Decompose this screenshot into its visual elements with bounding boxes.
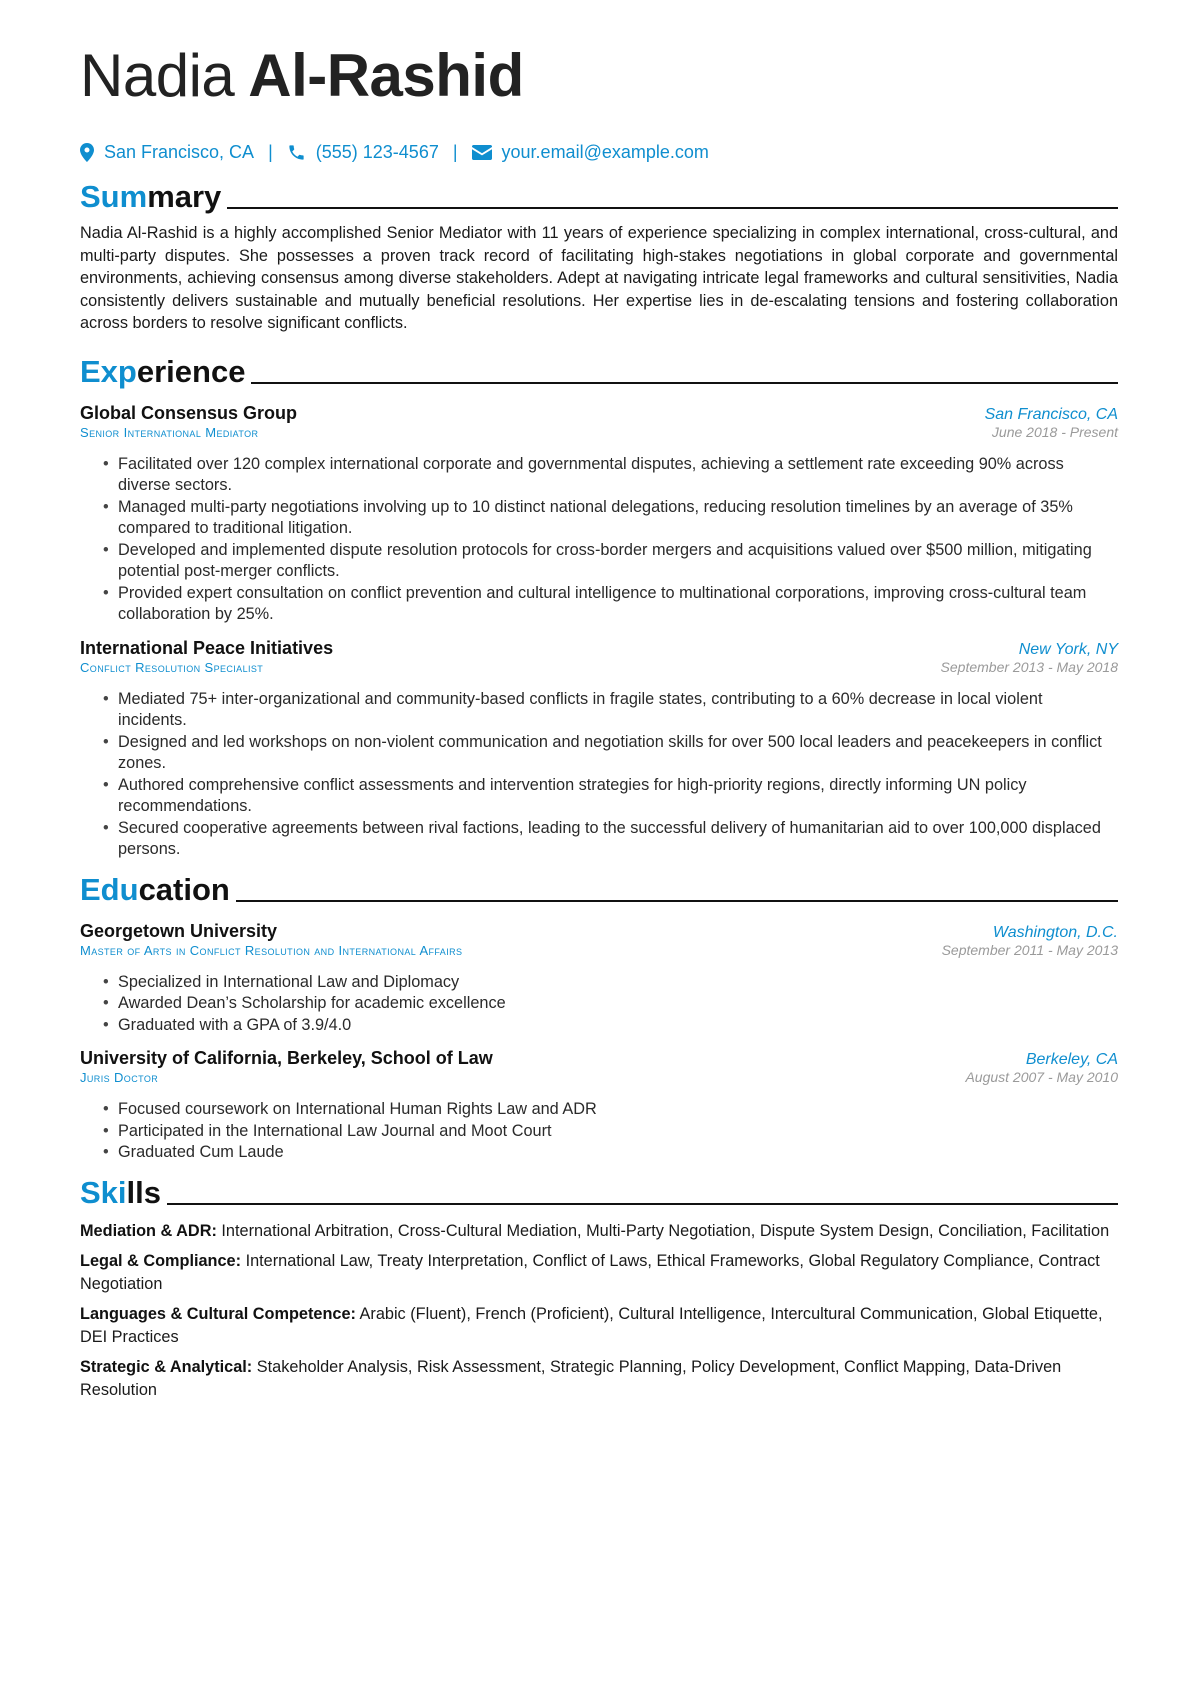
list-item: • Designed and led workshops on non-violent communication and negotiation skills for over 500 local leaders and peacekeepers in conflict zones. — [118, 732, 1118, 775]
degree: Juris Doctor — [80, 1070, 159, 1085]
contact-separator: | — [452, 141, 458, 162]
skill-values: International Law, Treaty Interpretation, Conflict of Laws, Ethical Frameworks, Global Regulatory Compliance, Contract Negotiation — [80, 1252, 1100, 1293]
school-name: University of California, Berkeley, School of Law — [80, 1048, 493, 1068]
education-detail-list — [80, 1099, 1118, 1164]
list-item: • Facilitated over 120 complex international corporate and governmental disputes, achieving a settlement rate exceeding 90% across diverse sectors. — [118, 454, 1118, 497]
skill-group — [80, 1303, 1118, 1348]
email-text: your.email@example.com — [501, 141, 709, 162]
list-item: • Graduated with a GPA of 3.9/4.0 — [118, 1015, 1118, 1037]
school-location: Berkeley, CA — [1025, 1051, 1118, 1068]
contact-location — [80, 142, 254, 163]
job-title: Senior International Mediator — [80, 424, 259, 440]
section-title: Education — [80, 871, 230, 907]
education-entry — [80, 921, 1118, 1037]
list-item: • Provided expert consultation on conflict prevention and cultural intelligence to multinational corporations, improving cross-cultural team collaboration by 25%. — [118, 583, 1118, 626]
list-item: • Mediated 75+ inter-organizational and community-based conflicts in fragile states, contributing to a 60% decrease in local violent incidents. — [118, 689, 1118, 732]
list-item: • Secured cooperative agreements between rival factions, leading to the successful delivery of humanitarian aid to over 100,000 displaced persons. — [118, 818, 1118, 861]
degree: Master of Arts in Conflict Resolution and International Affairs — [80, 942, 463, 958]
study-dates: August 2007 - May 2010 — [965, 1069, 1118, 1085]
last-name: Al-Rashid — [248, 42, 524, 109]
list-item: • Focused coursework on International Human Rights Law and ADR — [118, 1099, 1118, 1121]
summary-text: Nadia Al-Rashid is a highly accomplished Senior Mediator with 11 years of experience specializing in complex international, cross-cultural, and multi-party disputes. She possesses a proven track record of facilitating high-stakes negotiations in global corporate and governmental environments, achieving consensus among diverse stakeholders. Adept at navigating intricate legal frameworks and cultural sensitivities, Nadia consistently delivers sustainable and mutually beneficial resolutions. Her expertise lies in de-escalating tensions and fostering collaboration across borders to resolve significant conflicts. — [80, 224, 1118, 332]
contact-bar — [80, 140, 1118, 164]
section-rule — [236, 900, 1118, 902]
list-item: • Managed multi-party negotiations involving up to 10 distinct national delegations, reducing resolution timelines by an average of 35% compared to traditional litigation. — [118, 497, 1118, 540]
skill-values: International Arbitration, Cross-Cultural Mediation, Multi-Party Negotiation, Dispute System Design, Conciliation, Facilitation — [221, 1221, 1110, 1240]
skill-label: Strategic & Analytical: — [80, 1358, 253, 1376]
candidate-name — [80, 40, 1118, 112]
summary-heading — [80, 178, 1118, 216]
phone-text: (555) 123-4567 — [315, 141, 439, 162]
skill-label: Mediation & ADR: — [80, 1221, 217, 1240]
experience-entry — [80, 638, 1118, 861]
skill-values: Stakeholder Analysis, Risk Assessment, Strategic Planning, Policy Development, Conflict Mapping, Data-Driven Resolution — [80, 1358, 1062, 1399]
section-title: Skills — [80, 1174, 161, 1210]
achievement-list — [80, 454, 1118, 626]
list-item: • Developed and implemented dispute resolution protocols for cross-border mergers and acquisitions valued over $500 million, mitigating potential post-merger conflicts. — [118, 540, 1118, 583]
skill-group — [80, 1220, 1118, 1243]
experience-entry — [80, 403, 1118, 626]
skill-label: Languages & Cultural Competence: — [80, 1305, 356, 1323]
section-rule — [251, 382, 1118, 384]
school-location: Washington, D.C. — [992, 923, 1118, 941]
section-rule — [167, 1203, 1118, 1205]
contact-email[interactable] — [472, 142, 709, 163]
skill-group — [80, 1250, 1118, 1295]
achievement-list — [80, 689, 1118, 861]
skill-group — [80, 1356, 1118, 1401]
education-entry — [80, 1048, 1118, 1164]
location-text: San Francisco, CA — [104, 141, 255, 162]
list-item: • Participated in the International Law Journal and Moot Court — [118, 1121, 1118, 1143]
list-item: • Graduated Cum Laude — [118, 1142, 1118, 1164]
section-title: Experience — [80, 353, 246, 389]
skills-heading — [80, 1174, 1118, 1212]
school-name: Georgetown University — [80, 920, 278, 941]
experience-heading — [80, 353, 1118, 391]
section-title: Summary — [80, 179, 222, 214]
education-heading — [80, 871, 1118, 909]
phone-icon — [287, 143, 306, 162]
employer-name: International Peace Initiatives — [80, 637, 334, 658]
list-item: • Specialized in International Law and Diplomacy — [118, 972, 1118, 994]
education-detail-list — [80, 972, 1118, 1037]
resume-page — [80, 40, 1118, 1401]
envelope-icon — [472, 145, 492, 160]
contact-separator: | — [268, 141, 273, 162]
list-item: • Awarded Dean’s Scholarship for academic excellence — [118, 993, 1118, 1015]
skill-label: Legal & Compliance: — [80, 1252, 242, 1270]
employer-location: San Francisco, CA — [984, 405, 1118, 423]
list-item: • Authored comprehensive conflict assessments and intervention strategies for high-priority regions, directly informing UN policy recommendations. — [118, 775, 1118, 818]
employer-location: New York, NY — [1018, 640, 1118, 658]
contact-phone[interactable] — [287, 142, 439, 163]
employer-name: Global Consensus Group — [80, 402, 298, 423]
section-rule — [227, 207, 1118, 209]
job-dates: September 2013 - May 2018 — [940, 658, 1118, 675]
study-dates: September 2011 - May 2013 — [941, 941, 1118, 958]
job-dates: June 2018 - Present — [991, 423, 1118, 440]
map-pin-icon — [80, 143, 94, 162]
job-title: Conflict Resolution Specialist — [80, 659, 264, 675]
skill-values: Arabic (Fluent), French (Proficient), Cultural Intelligence, Intercultural Communication, Global Etiquette, DEI Practices — [80, 1305, 1103, 1346]
first-name: Nadia — [80, 42, 235, 109]
